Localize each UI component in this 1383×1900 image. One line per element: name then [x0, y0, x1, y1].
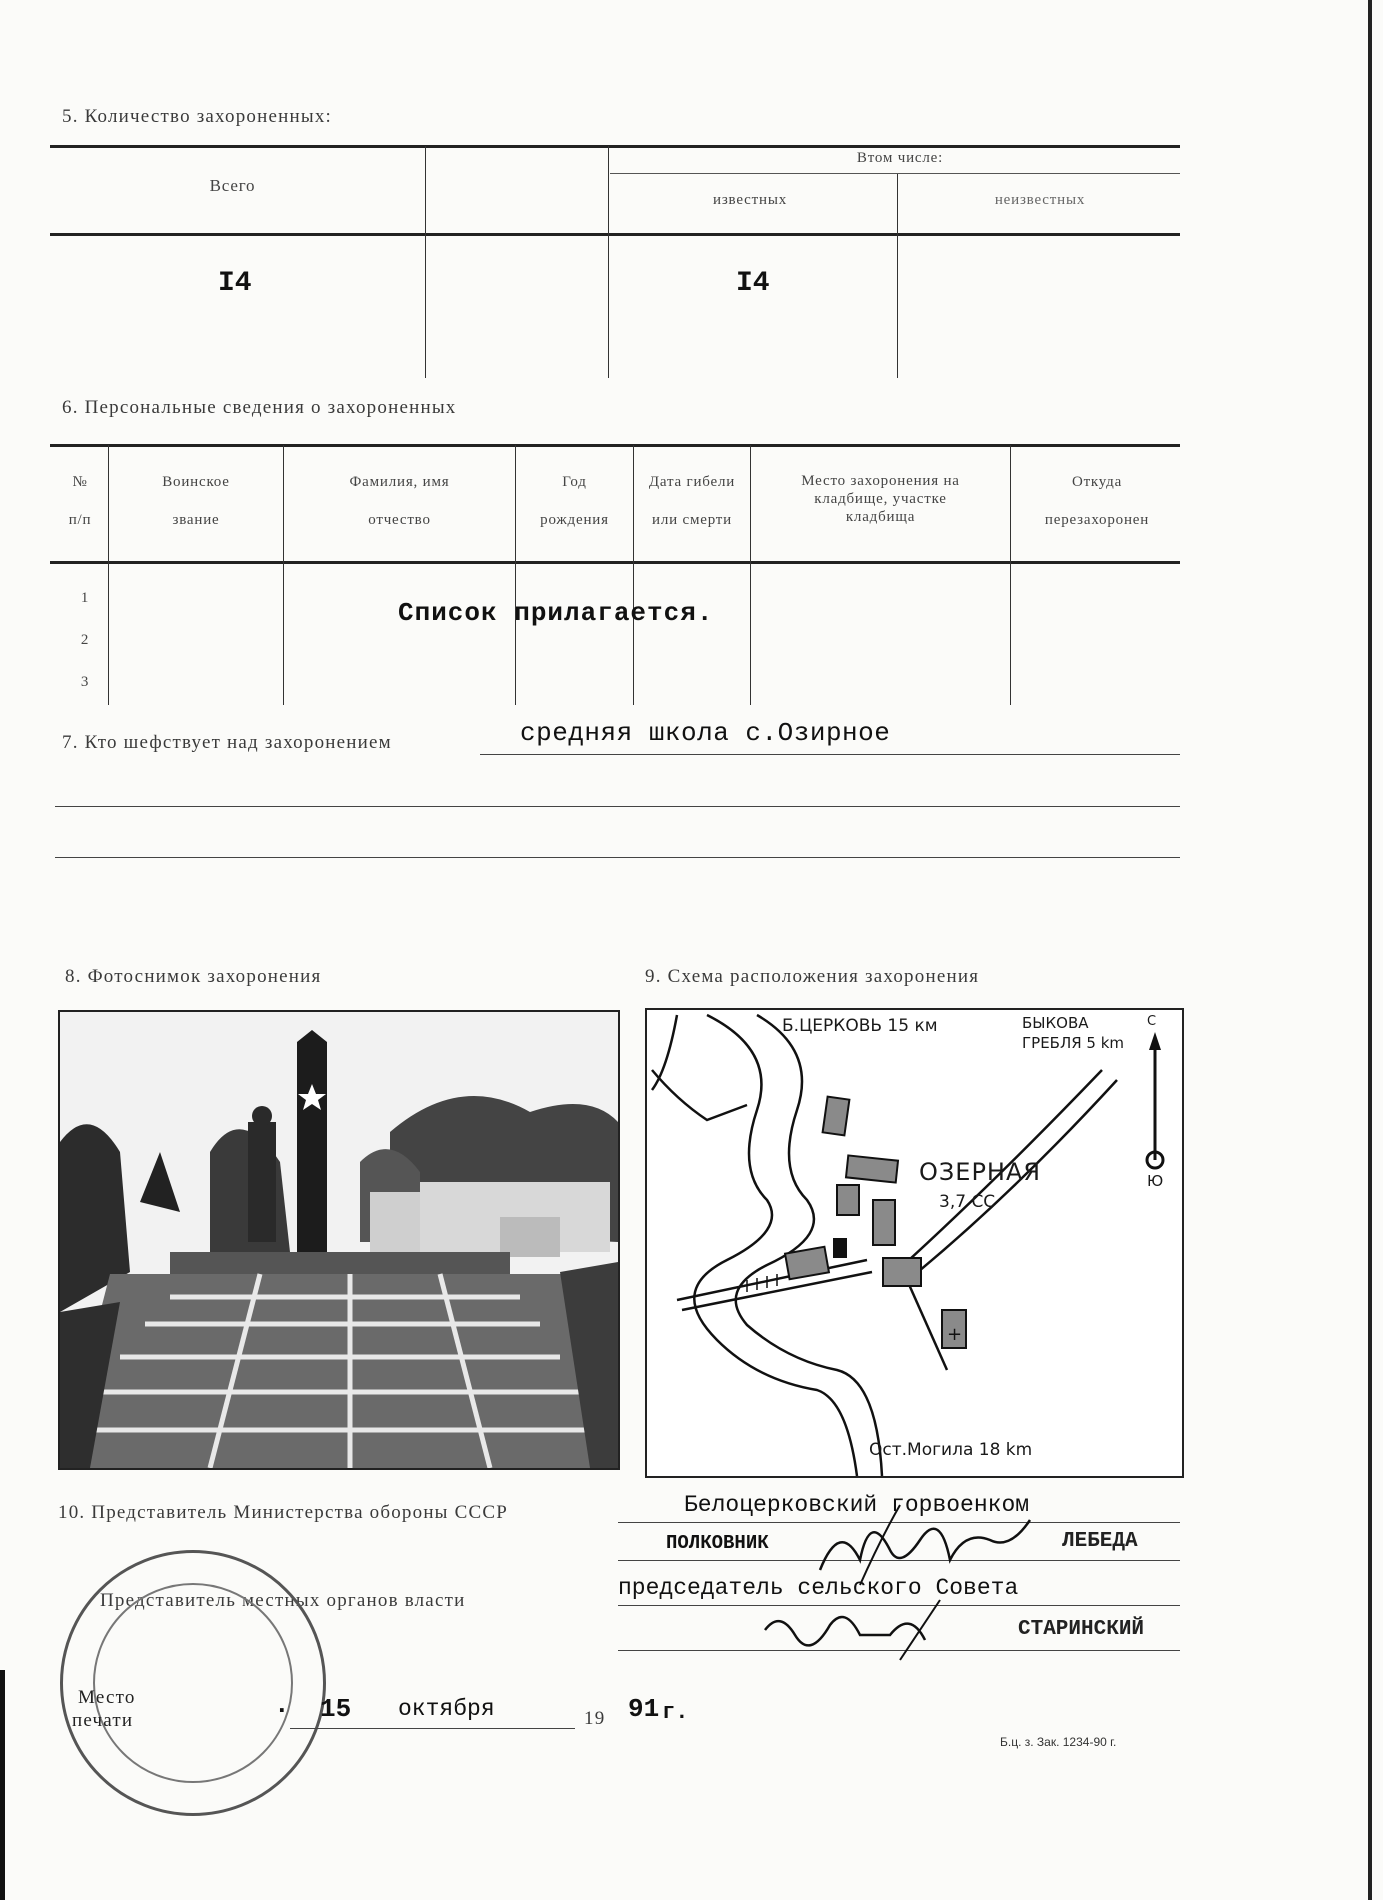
header-num: № п/п: [68, 474, 92, 528]
date-year-suffix: 91: [628, 1694, 660, 1724]
date-year-mark: г.: [662, 1700, 689, 1725]
mo-organization: Белоцерковский горвоенком: [684, 1492, 1030, 1518]
header-known: известных: [713, 192, 787, 208]
map-label-bila-tserkva: Б.ЦЕРКОВЬ 15 км: [782, 1016, 938, 1036]
table6-divider: [108, 445, 109, 705]
compass-north: С: [1147, 1014, 1157, 1029]
table6-divider: [633, 445, 634, 705]
official-seal: [60, 1550, 326, 1816]
table6-divider: [1010, 445, 1011, 705]
local-role: председатель сельского Совета: [618, 1575, 1019, 1601]
map-label-bykova: БЫКОВА: [1022, 1014, 1089, 1032]
table5-sub-rule: [610, 173, 1180, 174]
scan-edge: [1368, 0, 1372, 1900]
memorial-photo-image: [60, 1012, 618, 1468]
table5-divider: [425, 146, 426, 378]
local-authority-label: Представитель местных органов власти: [100, 1590, 466, 1611]
row-number: 1: [80, 590, 90, 606]
value-known: I4: [736, 268, 770, 299]
date-underline: [290, 1728, 575, 1729]
local-surname: СТАРИНСКИЙ: [1018, 1618, 1145, 1641]
header-unknown: неизвестных: [994, 192, 1086, 208]
seal-label-place: Место: [78, 1687, 136, 1708]
header-total: Всего: [209, 176, 256, 195]
section8-title: 8. Фотоснимок захоронения: [65, 966, 322, 987]
table6-divider: [750, 445, 751, 705]
section9-title: 9. Схема расположения захоронения: [645, 966, 980, 987]
date-year-prefix: 19: [584, 1708, 606, 1729]
seal-label-stamp: печати: [72, 1710, 134, 1731]
section5-title: 5. Количество захороненных:: [62, 106, 333, 127]
map-drawing: [647, 1010, 1182, 1476]
header-place: Место захоронения на кладбище, участке кладбища: [801, 473, 960, 525]
location-scheme-map: [645, 1008, 1184, 1478]
official-seal-inner-ring: [93, 1583, 293, 1783]
blank-line: [55, 806, 1180, 807]
table6-divider: [515, 445, 516, 705]
scan-edge: [0, 1670, 5, 1900]
compass-south: Ю: [1147, 1172, 1164, 1190]
table5-divider: [608, 146, 609, 378]
section7-title: 7. Кто шефствует над захоронением: [62, 732, 392, 753]
date-month: октября: [398, 1696, 495, 1722]
table5-header-rule: [50, 233, 1180, 236]
memorial-photo: [58, 1010, 620, 1470]
print-mark: Б.ц. з. Зак. 1234-90 г.: [1000, 1735, 1117, 1749]
list-attached-note: Список прилагается.: [398, 598, 714, 628]
header-name: Фамилия, имя отчество: [349, 474, 450, 528]
section10-title: 10. Представитель Министерства обороны СССР: [58, 1502, 508, 1523]
header-from: Откуда перезахоронен: [1044, 474, 1150, 528]
header-rank: Воинское звание: [162, 474, 230, 528]
map-label-village: ОЗЕРНАЯ: [919, 1158, 1042, 1186]
date-dot: .: [274, 1690, 290, 1720]
patron-underline: [480, 754, 1180, 755]
table5-top-rule: [50, 145, 1180, 148]
header-death: Дата гибели или смерти: [648, 474, 736, 528]
value-total: I4: [218, 268, 252, 299]
section6-title: 6. Персональные сведения о захороненных: [62, 397, 457, 418]
blank-line: [55, 857, 1180, 858]
row-number: 2: [80, 632, 90, 648]
map-label-greblya: ГРЕБЛЯ 5 km: [1022, 1034, 1125, 1052]
mo-rank: ПОЛКОВНИК: [666, 1532, 769, 1554]
map-label-council: 3,7 СС: [939, 1192, 996, 1212]
table6-divider: [283, 445, 284, 705]
svg-text:+: +: [947, 1324, 963, 1345]
header-birth: Год рождения: [540, 474, 609, 528]
mo-surname: ЛЕБЕДА: [1062, 1530, 1138, 1553]
local-signature: [750, 1590, 970, 1670]
table5-divider: [897, 174, 898, 378]
row-number: 3: [80, 674, 90, 690]
map-label-ostra-mogila: Ост.Могила 18 km: [869, 1440, 1033, 1460]
date-day: 15: [320, 1694, 352, 1724]
header-including: Втом числе:: [856, 150, 944, 166]
patron-value: средняя школа с.Озирное: [520, 718, 891, 748]
